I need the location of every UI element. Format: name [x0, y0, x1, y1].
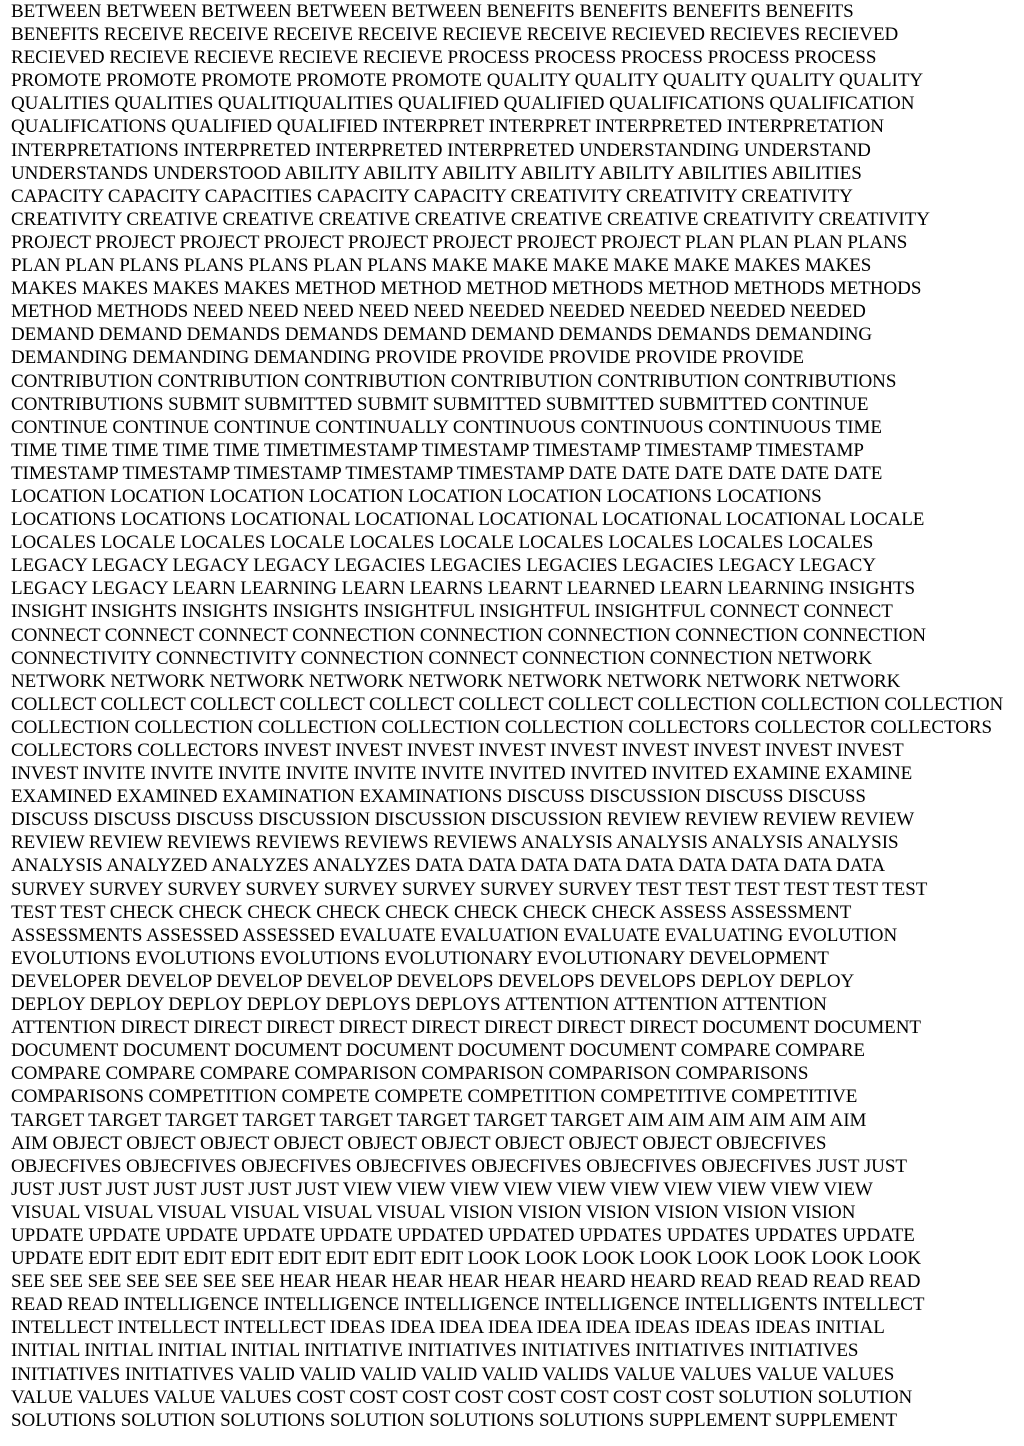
text-line: LEGACY LEGACY LEARN LEARNING LEARN LEARNS LEARNT LEARNED LEARN LEARNING INSIGHTS [11, 578, 916, 600]
text-line: UNDERSTANDS UNDERSTOOD ABILITY ABILITY ABILITY ABILITY ABILITY ABILITIES ABILITIES [11, 162, 862, 184]
text-line: TARGET TARGET TARGET TARGET TARGET TARGET TARGET TARGET AIM AIM AIM AIM AIM AIM [11, 1109, 867, 1131]
text-line: CREATIVITY CREATIVE CREATIVE CREATIVE CREATIVE CREATIVE CREATIVE CREATIVITY CREATIVITY [11, 208, 930, 230]
text-line: NETWORK NETWORK NETWORK NETWORK NETWORK NETWORK NETWORK NETWORK NETWORK [11, 670, 901, 692]
text-line: TIME TIME TIME TIME TIME TIMETIMESTAMP TIMESTAMP TIMESTAMP TIMESTAMP TIMESTAMP [11, 439, 864, 461]
text-line: METHOD METHODS NEED NEED NEED NEED NEED NEEDED NEEDED NEEDED NEEDED NEEDED [11, 301, 866, 323]
text-line: TEST TEST CHECK CHECK CHECK CHECK CHECK CHECK CHECK CHECK ASSESS ASSESSMENT [11, 901, 852, 923]
text-line: SOLUTIONS SOLUTION SOLUTIONS SOLUTION SOLUTIONS SOLUTIONS SUPPLEMENT SUPPLEMENT [11, 1409, 898, 1431]
text-line: MAKES MAKES MAKES MAKES METHOD METHOD METHOD METHODS METHOD METHODS METHODS [11, 278, 922, 300]
text-line: COLLECT COLLECT COLLECT COLLECT COLLECT COLLECT COLLECT COLLECTION COLLECTION COLLECTION [11, 693, 1004, 715]
text-line: LOCATIONS LOCATIONS LOCATIONAL LOCATIONAL LOCATIONAL LOCATIONAL LOCATIONAL LOCALE [11, 509, 925, 531]
text-line: INSIGHT INSIGHTS INSIGHTS INSIGHTS INSIGHTFUL INSIGHTFUL INSIGHTFUL CONNECT CONNECT [11, 601, 893, 623]
text-line: PROJECT PROJECT PROJECT PROJECT PROJECT PROJECT PROJECT PROJECT PLAN PLAN PLAN PLANS [11, 231, 908, 253]
text-line: CONTRIBUTION CONTRIBUTION CONTRIBUTION CONTRIBUTION CONTRIBUTION CONTRIBUTIONS [11, 370, 897, 392]
text-line: INITIAL INITIAL INITIAL INITIAL INITIATIVE INITIATIVES INITIATIVES INITIATIVES INITIATIVES [11, 1340, 859, 1362]
text-line: VISUAL VISUAL VISUAL VISUAL VISUAL VISUAL VISION VISION VISION VISION VISION VISION [11, 1201, 856, 1223]
text-line: REVIEW REVIEW REVIEWS REVIEWS REVIEWS REVIEWS ANALYSIS ANALYSIS ANALYSIS ANALYSIS [11, 832, 899, 854]
text-line: SURVEY SURVEY SURVEY SURVEY SURVEY SURVEY SURVEY SURVEY TEST TEST TEST TEST TEST TEST [11, 878, 928, 900]
text-line: AIM OBJECT OBJECT OBJECT OBJECT OBJECT OBJECT OBJECT OBJECT OBJECT OBJECFIVES [11, 1132, 827, 1154]
text-line: COMPARE COMPARE COMPARE COMPARISON COMPARISON COMPARISON COMPARISONS [11, 1063, 809, 1085]
text-line: UPDATE UPDATE UPDATE UPDATE UPDATE UPDATED UPDATED UPDATES UPDATES UPDATES UPDATE [11, 1224, 915, 1246]
text-line: OBJECFIVES OBJECFIVES OBJECFIVES OBJECFIVES OBJECFIVES OBJECFIVES OBJECFIVES JUST JUST [11, 1155, 907, 1177]
text-line: PROMOTE PROMOTE PROMOTE PROMOTE PROMOTE QUALITY QUALITY QUALITY QUALITY QUALITY [11, 70, 924, 92]
text-line: QUALITIES QUALITIES QUALITIQUALITIES QUALIFIED QUALIFIED QUALIFICATIONS QUALIFICATION [11, 93, 915, 115]
text-line: CONNECTIVITY CONNECTIVITY CONNECTION CONNECT CONNECTION CONNECTION NETWORK [11, 647, 873, 669]
text-line: DOCUMENT DOCUMENT DOCUMENT DOCUMENT DOCUMENT DOCUMENT COMPARE COMPARE [11, 1040, 865, 1062]
text-line: CONNECT CONNECT CONNECT CONNECTION CONNECTION CONNECTION CONNECTION CONNECTION [11, 624, 926, 646]
text-line: COLLECTION COLLECTION COLLECTION COLLECTION COLLECTION COLLECTORS COLLECTOR COLLECTORS [11, 716, 993, 738]
text-line: EXAMINED EXAMINED EXAMINATION EXAMINATIONS DISCUSS DISCUSSION DISCUSS DISCUSS [11, 786, 866, 808]
text-line: UPDATE EDIT EDIT EDIT EDIT EDIT EDIT EDIT EDIT LOOK LOOK LOOK LOOK LOOK LOOK LOOK LOOK [11, 1248, 922, 1270]
text-line: ATTENTION DIRECT DIRECT DIRECT DIRECT DIRECT DIRECT DIRECT DIRECT DOCUMENT DOCUMENT [11, 1017, 921, 1039]
text-line: TIMESTAMP TIMESTAMP TIMESTAMP TIMESTAMP TIMESTAMP DATE DATE DATE DATE DATE DATE [11, 462, 883, 484]
text-line: EVOLUTIONS EVOLUTIONS EVOLUTIONS EVOLUTIONARY EVOLUTIONARY DEVELOPMENT [11, 947, 829, 969]
text-line: ASSESSMENTS ASSESSED ASSESSED EVALUATE EVALUATION EVALUATE EVALUATING EVOLUTION [11, 924, 898, 946]
text-line: DEPLOY DEPLOY DEPLOY DEPLOY DEPLOYS DEPLOYS ATTENTION ATTENTION ATTENTION [11, 994, 827, 1016]
text-line: QUALIFICATIONS QUALIFIED QUALIFIED INTERPRET INTERPRET INTERPRETED INTERPRETATION [11, 116, 884, 138]
text-line: LOCALES LOCALE LOCALES LOCALE LOCALES LOCALE LOCALES LOCALES LOCALES LOCALES [11, 532, 874, 554]
text-line: INTELLECT INTELLECT INTELLECT IDEAS IDEA IDEA IDEA IDEA IDEA IDEAS IDEAS IDEAS INITIAL [11, 1317, 885, 1339]
text-line: INITIATIVES INITIATIVES VALID VALID VALID VALID VALID VALIDS VALUE VALUES VALUE VALUES [11, 1363, 895, 1385]
text-line: VALUE VALUES VALUE VALUES COST COST COST COST COST COST COST COST SOLUTION SOLUTION [11, 1386, 913, 1408]
text-line: COLLECTORS COLLECTORS INVEST INVEST INVEST INVEST INVEST INVEST INVEST INVEST INVEST [11, 740, 904, 761]
text-line: DEVELOPER DEVELOP DEVELOP DEVELOP DEVELOPS DEVELOPS DEVELOPS DEPLOY DEPLOY [11, 970, 855, 992]
text-line: INTERPRETATIONS INTERPRETED INTERPRETED INTERPRETED UNDERSTANDING UNDERSTAND [11, 139, 871, 161]
text-line: BETWEEN BETWEEN BETWEEN BETWEEN BETWEEN BENEFITS BENEFITS BENEFITS BENEFITS [11, 1, 854, 22]
text-line: ANALYSIS ANALYZED ANALYZES ANALYZES DATA DATA DATA DATA DATA DATA DATA DATA DATA [11, 855, 886, 877]
text-line: JUST JUST JUST JUST JUST JUST JUST VIEW VIEW VIEW VIEW VIEW VIEW VIEW VIEW VIEW VIEW [11, 1178, 873, 1200]
text-line: LOCATION LOCATION LOCATION LOCATION LOCATION LOCATION LOCATIONS LOCATIONS [11, 485, 822, 507]
text-line: RECIEVED RECIEVE RECIEVE RECIEVE RECIEVE PROCESS PROCESS PROCESS PROCESS PROCESS [11, 47, 877, 69]
text-line: CONTRIBUTIONS SUBMIT SUBMITTED SUBMIT SUBMITTED SUBMITTED SUBMITTED CONTINUE [11, 393, 869, 415]
text-line: SEE SEE SEE SEE SEE SEE SEE HEAR HEAR HEAR HEAR HEAR HEARD HEARD READ READ READ READ [11, 1271, 921, 1293]
text-line: BENEFITS RECEIVE RECEIVE RECEIVE RECEIVE RECIEVE RECEIVE RECIEVED RECIEVES RECIEVED [11, 24, 899, 46]
text-line: COMPARISONS COMPETITION COMPETE COMPETE COMPETITION COMPETITIVE COMPETITIVE [11, 1086, 858, 1108]
text-line: PLAN PLAN PLANS PLANS PLANS PLAN PLANS MAKE MAKE MAKE MAKE MAKE MAKES MAKES [11, 255, 872, 277]
text-line: CAPACITY CAPACITY CAPACITIES CAPACITY CAPACITY CREATIVITY CREATIVITY CREATIVITY [11, 185, 853, 207]
text-line: READ READ INTELLIGENCE INTELLIGENCE INTELLIGENCE INTELLIGENCE INTELLIGENTS INTELLECT [11, 1294, 925, 1316]
text-line: LEGACY LEGACY LEGACY LEGACY LEGACIES LEGACIES LEGACIES LEGACIES LEGACY LEGACY [11, 555, 876, 577]
text-line: CONTINUE CONTINUE CONTINUE CONTINUALLY CONTINUOUS CONTINUOUS CONTINUOUS TIME [11, 416, 882, 438]
text-line: INVEST INVITE INVITE INVITE INVITE INVITE INVITE INVITED INVITED INVITED EXAMINE EXAMINE [11, 763, 913, 785]
text-line: DEMAND DEMAND DEMANDS DEMANDS DEMAND DEMAND DEMANDS DEMANDS DEMANDING [11, 324, 873, 346]
text-line: DISCUSS DISCUSS DISCUSS DISCUSSION DISCUSSION DISCUSSION REVIEW REVIEW REVIEW REVIEW [11, 809, 915, 831]
text-line: DEMANDING DEMANDING DEMANDING PROVIDE PROVIDE PROVIDE PROVIDE PROVIDE [11, 347, 804, 369]
